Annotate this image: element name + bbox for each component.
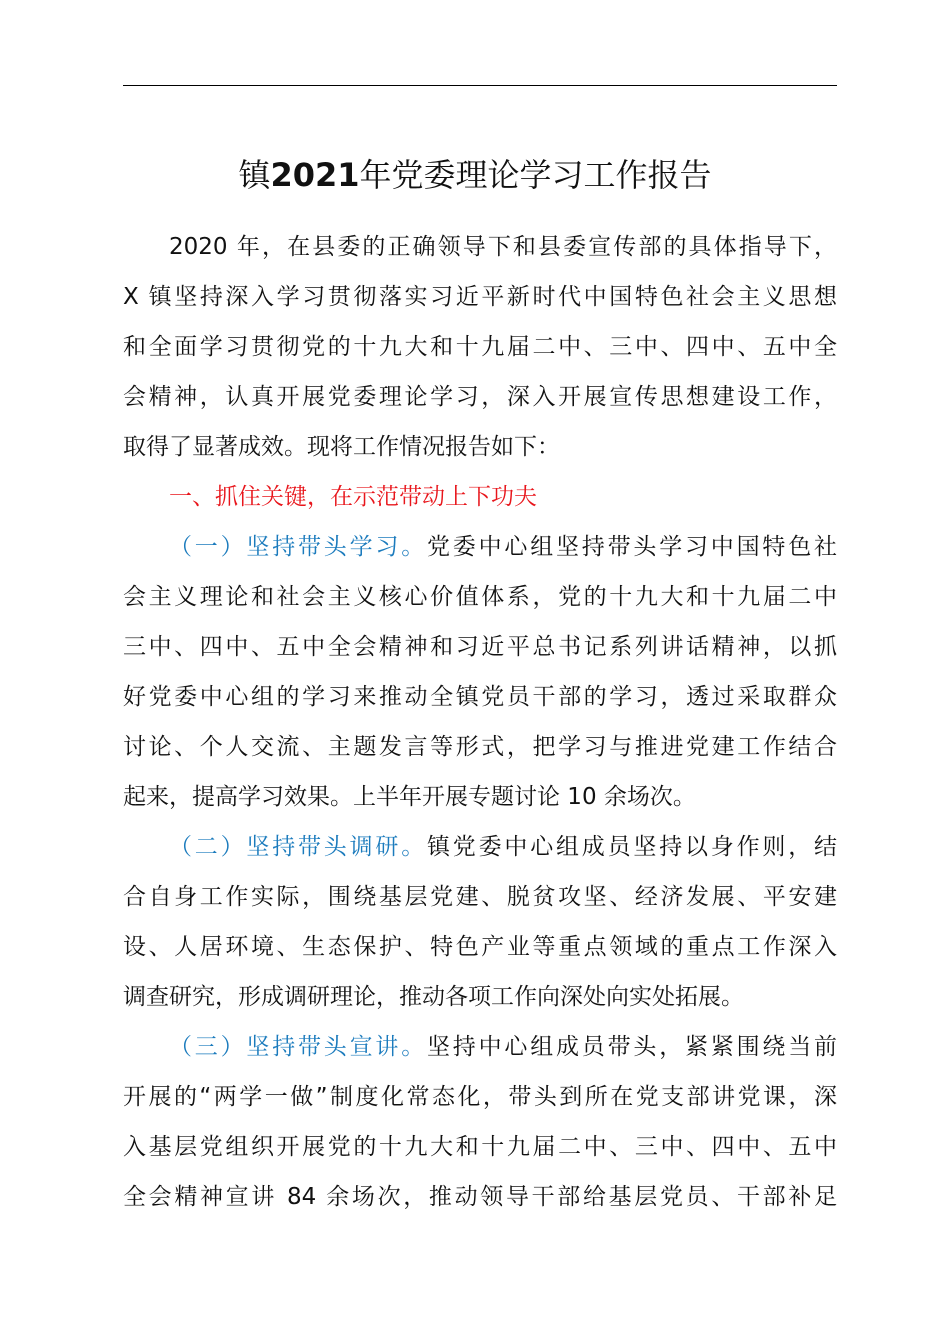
subsection-heading: （三）坚持带头宣讲。 (169, 1034, 427, 1060)
body-line: 入基层党组织开展党的十九大和十九届二中、三中、四中、五中 (123, 1134, 837, 1160)
subsection-text: 坚持中心组成员带头，紧紧围绕当前 (427, 1034, 838, 1060)
body-line: 全会精神宣讲 84 余场次，推动领导干部给基层党员、干部补足 (123, 1184, 837, 1210)
subsection-first-line (123, 1022, 837, 1072)
body-line: 好党委中心组的学习来推动全镇党员干部的学习，透过采取群众 (123, 684, 837, 710)
subsection-first-line (123, 522, 837, 572)
title-prefix: 镇 (238, 156, 271, 194)
subsection-text: 镇党委中心组成员坚持以身作则，结 (427, 834, 838, 860)
intro-line: 会精神，认真开展党委理论学习，深入开展宣传思想建设工作， (123, 384, 837, 410)
intro-line: 取得了显著成效。现将工作情况报告如下： (123, 434, 560, 460)
intro-line: 和全面学习贯彻党的十九大和十九届二中、三中、四中、五中全 (123, 334, 837, 360)
subsection-heading: （二）坚持带头调研。 (169, 834, 427, 860)
body-line: 设、人居环境、生态保护、特色产业等重点领域的重点工作深入 (123, 934, 837, 960)
body-line: 会主义理论和社会主义核心价值体系，党的十九大和十九届二中 (123, 584, 837, 610)
body-line: 调查研究，形成调研理论，推动各项工作向深处向实处拓展。 (123, 984, 744, 1010)
page-title (0, 150, 950, 200)
body-line: 讨论、个人交流、主题发言等形式，把学习与推进党建工作结合 (123, 734, 837, 760)
body-line: 三中、四中、五中全会精神和习近平总书记系列讲话精神，以抓 (123, 634, 837, 660)
title-year: 2021 (270, 156, 360, 194)
header-rule (123, 85, 837, 86)
title-suffix: 年党委理论学习工作报告 (359, 156, 712, 194)
body-line: 合自身工作实际，围绕基层党建、脱贫攻坚、经济发展、平安建 (123, 884, 837, 910)
intro-line: 2020 年，在县委的正确领导下和县委宣传部的具体指导下， (169, 234, 837, 260)
subsection-first-line (123, 822, 837, 872)
body-line: 开展的“两学一做”制度化常态化，带头到所在党支部讲党课，深 (123, 1084, 837, 1110)
subsection-heading: （一）坚持带头学习。 (169, 534, 427, 560)
body-line: 起来，提高学习效果。上半年开展专题讨论 10 余场次。 (123, 784, 696, 810)
section-heading: 一、抓住关键，在示范带动上下功夫 (169, 484, 537, 510)
intro-line: X 镇坚持深入学习贯彻落实习近平新时代中国特色社会主义思想 (123, 284, 837, 310)
subsection-text: 党委中心组坚持带头学习中国特色社 (427, 534, 838, 560)
